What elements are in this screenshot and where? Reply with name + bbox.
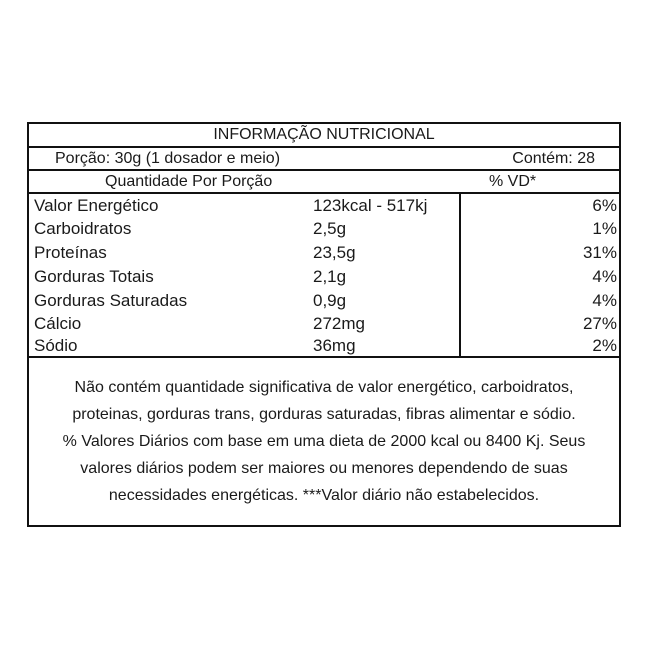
nutrient-daily-value: 1% xyxy=(592,219,617,238)
footnote-line: necessidades energéticas. ***Valor diário não estabelecidos. xyxy=(108,487,540,504)
nutrient-daily-value: 27% xyxy=(582,314,617,333)
table-row xyxy=(29,289,619,313)
nutrient-name: Carboidratos xyxy=(34,219,132,238)
nutrient-name: Proteínas xyxy=(34,243,107,262)
nutrient-daily-value: 4% xyxy=(592,267,617,286)
nutrient-name: Gorduras Saturadas xyxy=(34,291,188,310)
footnote-line: proteinas, gorduras trans, gorduras saturadas, fibras alimentar e sódio. xyxy=(72,406,576,423)
table-title: INFORMAÇÃO NUTRICIONAL xyxy=(213,126,435,143)
servings-per-package: Contém: 28 xyxy=(512,150,595,167)
nutrition-facts-table xyxy=(27,122,621,527)
nutrient-quantity: 0,9g xyxy=(313,291,347,310)
table-row xyxy=(29,194,619,218)
table-row xyxy=(29,241,619,265)
nutrient-name: Sódio xyxy=(34,336,78,355)
table-row xyxy=(29,334,619,358)
table-row xyxy=(29,217,619,241)
portion-size: Porção: 30g (1 dosador e meio) xyxy=(55,150,281,167)
header-daily-value: % VD* xyxy=(489,173,537,190)
footnote-line: Não contém quantidade significativa de valor energético, carboidratos, xyxy=(74,379,574,396)
portion-row xyxy=(29,148,619,171)
header-quantity: Quantidade Por Porção xyxy=(105,173,273,190)
table-row xyxy=(29,265,619,289)
nutrient-quantity: 123kcal - 517kj xyxy=(313,196,428,215)
table-row xyxy=(29,312,619,336)
nutrient-daily-value: 2% xyxy=(592,336,617,355)
nutrient-quantity: 2,1g xyxy=(313,267,347,286)
nutrient-quantity: 23,5g xyxy=(313,243,356,262)
footnote xyxy=(29,374,619,509)
footnote-line: valores diários podem ser maiores ou menores dependendo de suas xyxy=(80,460,568,477)
nutrient-name: Cálcio xyxy=(34,314,82,333)
column-header-row xyxy=(29,171,619,194)
nutrient-list xyxy=(29,194,619,358)
nutrient-daily-value: 4% xyxy=(592,291,617,310)
nutrient-name: Valor Energético xyxy=(34,196,159,215)
nutrient-quantity: 36mg xyxy=(313,336,356,355)
nutrient-name: Gorduras Totais xyxy=(34,267,154,286)
nutrient-quantity: 2,5g xyxy=(313,219,347,238)
nutrient-quantity: 272mg xyxy=(313,314,365,333)
nutrient-daily-value: 6% xyxy=(592,196,617,215)
table-title-row xyxy=(29,124,619,148)
footnote-line: % Valores Diários com base em uma dieta de 2000 kcal ou 8400 Kj. Seus xyxy=(62,433,586,450)
nutrient-daily-value: 31% xyxy=(582,243,617,262)
